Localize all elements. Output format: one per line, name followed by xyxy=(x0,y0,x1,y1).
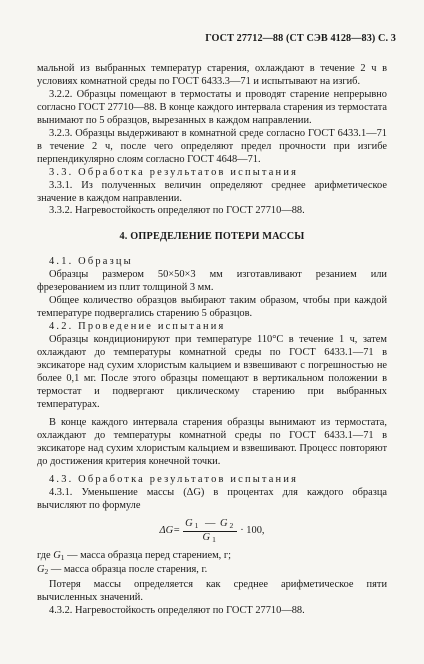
paragraph-4-3-1: 4.3.1. Уменьшение массы (ΔG) в процентах для каждого образца вычисляют по формуле xyxy=(37,486,387,511)
paragraph-3-2-2: 3.2.2. Образцы помещают в термостаты и проводят старение непрерывно согласно ГОСТ 27710—88. В конце каждого интервала старения из термостата вынимают по 5 образцов, вырезанных в каждом направлении. xyxy=(37,88,387,126)
subsection-heading-4-3: 4.3. Обработка результатов испытания xyxy=(49,473,299,485)
subsection-heading-4-2: 4.2. Проведение испытания xyxy=(49,321,226,333)
paragraph: В конце каждого интервала старения образцы вынимают из термостата, охлаждают до температуры комнатной среды по ГОСТ 6433.1—71 в эксикаторе над сухим хлористым кальцием и взвешивают. Процесс повторяют до достижения критерия конечной точки. xyxy=(37,416,387,467)
formula-denominator: G $_1$ xyxy=(202,532,216,544)
subsection-heading-3-3: 3.3. Обработка результатов испытания xyxy=(49,166,299,178)
subsection-heading-4-1: 4.1. Образцы xyxy=(49,256,133,268)
formula-lhs: ΔG= xyxy=(159,525,181,537)
definition-g1: где $G_1$ — масса образца перед старением, г; xyxy=(37,549,232,562)
page-header: ГОСТ 27712—88 (СТ СЭВ 4128—83) С. 3 xyxy=(205,33,396,44)
formula-numerator: G $_1$ — G $_2$ xyxy=(183,518,237,532)
paragraph-4-3-2: 4.3.2. Нагревостойкость определяют по ГОСТ 27710—88. xyxy=(49,605,305,617)
formula-rhs: · 100, xyxy=(240,525,265,537)
paragraph: Образцы кондиционируют при температуре 110°С в течение 1 ч, затем охлаждают до температуры комнатной среды по ГОСТ 6433.1—71 в эксикаторе над сухим хлористым кальцием и взвешивают с погрешностью не более 0,1 мг. После этого образцы помещают в вертикальном положении в термостат и подвергают циклическому старению при выбранных температурах. xyxy=(37,334,387,410)
paragraph: мальной из выбранных температур старения, охлаждают в течение 2 ч в условиях комнатной среды по ГОСТ 6433.3—71 и испытывают на изгиб. xyxy=(37,63,387,87)
paragraph-3-2-3: 3.2.3. Образцы выдерживают в комнатной среде согласно ГОСТ 6433.1—71 в течение 2 ч, после чего определяют предел прочности при изгибе перпендикулярно слоям согласно ГОСТ 4648—71. xyxy=(37,127,387,165)
definition-g2: $G_2$ — масса образца после старения, г. xyxy=(37,564,208,577)
paragraph-3-3-1: 3.3.1. Из полученных величин определяют среднее арифметическое значение в каждом направлении. xyxy=(37,179,387,204)
mass-loss-formula xyxy=(37,518,387,546)
paragraph: Потеря массы определяется как среднее арифметическое пяти вычисленных значений. xyxy=(37,579,387,604)
document-body xyxy=(37,63,387,618)
paragraph: Образцы размером 50×50×3 мм изготавливают резанием или фрезерованием из плит толщиной 3 мм. xyxy=(37,269,387,294)
paragraph: Общее количество образцов выбирают таким образом, чтобы при каждой температуре подвергались старению 5 образцов. xyxy=(37,295,387,320)
formula-fraction xyxy=(183,518,237,545)
section-heading-4: 4. ОПРЕДЕЛЕНИЕ ПОТЕРИ МАССЫ xyxy=(119,231,305,243)
paragraph-3-3-2: 3.3.2. Нагревостойкость определяют по ГОСТ 27710—88. xyxy=(49,205,305,217)
